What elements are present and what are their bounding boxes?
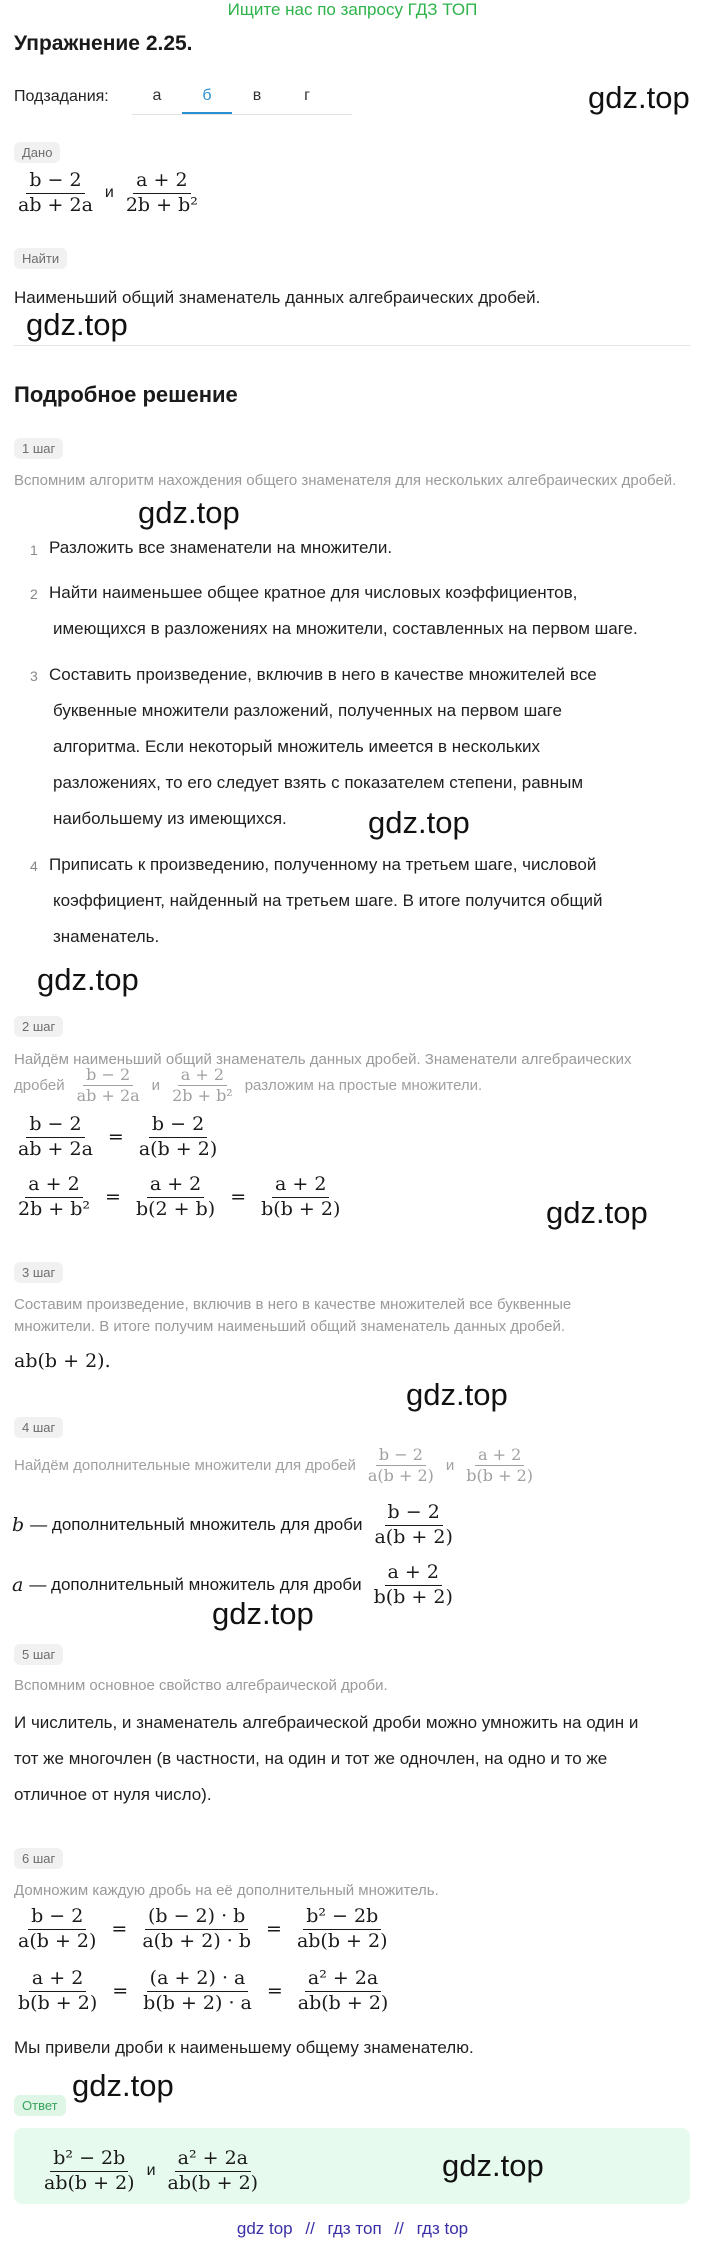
- fraction: $\frac{a + 2}{\text{2b + b²}}$: [125, 169, 198, 216]
- step6-conclusion: Мы привели дроби к наименьшему общему знаменателю.: [14, 2038, 474, 2057]
- fraction: $\frac{b - 2}{a(b + 2)}$: [367, 1445, 434, 1486]
- divider: [14, 345, 690, 346]
- step3-text: Составим произведение, включив в него в качестве множителей все буквенные: [14, 1296, 572, 1313]
- fraction: $\frac{a + 2}{b(b + 2)}$: [18, 1967, 98, 2014]
- list-number: 3: [30, 668, 38, 684]
- watermark: gdz.top: [588, 80, 690, 115]
- tab-v[interactable]: в: [252, 87, 262, 104]
- step2-equation-2: $\frac{a + 2}{\text{2b + b²}}$ = $\frac{a + 2}{b(2 + b)}$ = $\frac{a + 2}{b(b + 2)}$: [12, 1174, 346, 1221]
- step5-text: И числитель, и знаменатель алгебраической дроби можно умножить на один и: [14, 1713, 639, 1732]
- list-item: знаменатель.: [53, 927, 160, 946]
- page-title: Упражнение 2.25.: [14, 32, 193, 55]
- list-item: Разложить все знаменатели на множители.: [49, 538, 393, 557]
- solution-title: Подробное решение: [14, 382, 238, 407]
- list-item: Приписать к произведению, полученному на третьем шаге, числовой: [49, 855, 597, 874]
- step6-equation-2: $\frac{a + 2}{b(b + 2)}$ = $\frac{(a + 2) \cdot a}{b(b + 2) \cdot a}$ = $\frac{\text{a² + 2a}}{ab(b + 2)}$: [12, 1968, 394, 2015]
- fraction: $\frac{(a + 2) \cdot a}{b(b + 2) \cdot a}$: [143, 1967, 252, 2014]
- list-item: коэффициент, найденный на третьем шаге. В итоге получится общий: [53, 891, 603, 910]
- given-expression: $\frac{b - 2}{ab + 2a}$ и $\frac{a + 2}{\text{2b + b²}}$: [12, 170, 204, 217]
- fraction: $\frac{b - 2}{a(b + 2)}$: [138, 1113, 218, 1160]
- tab-a[interactable]: а: [152, 87, 162, 104]
- step3-badge: 3 шаг: [14, 1262, 63, 1283]
- step1-intro: Вспомним алгоритм нахождения общего знаменателя для нескольких алгебраических дробей.: [14, 472, 677, 489]
- watermark: gdz.top: [212, 1596, 314, 1631]
- step2-badge: 2 шаг: [14, 1016, 63, 1037]
- step5-text: отличное от нуля число).: [14, 1785, 212, 1804]
- list-item: Составить произведение, включив в него в качестве множителей все: [49, 665, 597, 684]
- step1-badge: 1 шаг: [14, 438, 63, 459]
- fraction: $\frac{b - 2}{a(b + 2)}$: [374, 1501, 453, 1548]
- fraction: $\frac{(b - 2) \cdot b}{a(b + 2) \cdot b}$: [142, 1905, 252, 1952]
- footer-link[interactable]: gdz top: [236, 2219, 293, 2238]
- step2-intro-line2: дробей $\frac{b - 2}{ab + 2a}$ и $\frac{a + 2}{\text{2b + b²}}$ разложим на простые множители.: [14, 1065, 483, 1106]
- watermark: gdz.top: [26, 307, 128, 342]
- given-badge: Дано: [14, 142, 60, 163]
- step6-intro: Домножим каждую дробь на её дополнительный множитель.: [14, 1882, 439, 1899]
- step4-row-1: b — дополнительный множитель для дроби $\frac{b - 2}{a(b + 2)}$: [12, 1502, 459, 1549]
- watermark: gdz.top: [406, 1377, 508, 1412]
- watermark: gdz.top: [138, 495, 240, 530]
- tab-b[interactable]: б: [182, 80, 232, 114]
- fraction: $\frac{b - 2}{ab + 2a}$: [18, 169, 93, 216]
- step6-equation-1: $\frac{b - 2}{a(b + 2)}$ = $\frac{(b - 2) \cdot b}{a(b + 2) \cdot b}$ = $\frac{\text{b² − 2b}}{ab(b + 2)}$: [12, 1906, 394, 1953]
- fraction: $\frac{a + 2}{\text{2b + b²}}$: [172, 1065, 233, 1106]
- answer-expression: $\frac{\text{b² − 2b}}{ab(b + 2)}$ и $\frac{\text{a² + 2a}}{ab(b + 2)}$: [38, 2148, 264, 2195]
- find-text: Наименьший общий знаменатель данных алгебраических дробей.: [14, 288, 541, 307]
- step4-intro: Найдём дополнительные множители для дробей $\frac{b - 2}{a(b + 2)}$ и $\frac{a + 2}{b(b + 2)}$: [14, 1446, 539, 1486]
- watermark: gdz.top: [37, 962, 139, 997]
- list-number: 2: [30, 586, 38, 602]
- fraction: $\frac{\text{a² + 2a}}{ab(b + 2)}$: [297, 1967, 389, 2014]
- fraction: $\frac{a + 2}{\text{2b + b²}}$: [18, 1173, 91, 1220]
- answer-badge: Ответ: [14, 2095, 66, 2116]
- watermark: gdz.top: [546, 1195, 648, 1230]
- list-item: буквенные множители разложений, полученных на первом шаге: [53, 701, 562, 720]
- fraction: $\frac{\text{b² − 2b}}{ab(b + 2)}$: [296, 1905, 388, 1952]
- list-item: Найти наименьшее общее кратное для числовых коэффициентов,: [49, 583, 578, 602]
- fraction: $\frac{b - 2}{ab + 2a}$: [18, 1113, 93, 1160]
- fraction: $\frac{\text{b² − 2b}}{ab(b + 2)}$: [44, 2147, 135, 2194]
- footer-separator: //: [305, 2219, 315, 2238]
- step3-result: ab(b + 2).: [14, 1350, 111, 1372]
- step2-intro: Найдём наименьший общий знаменатель данных дробей. Знаменатели алгебраических: [14, 1051, 632, 1068]
- list-item: наибольшему из имеющихся.: [53, 809, 287, 828]
- fraction: $\frac{a + 2}{b(b + 2)}$: [373, 1561, 453, 1608]
- tab-g[interactable]: г: [304, 87, 310, 104]
- fraction: $\frac{\text{a² + 2a}}{ab(b + 2)}$: [167, 2147, 259, 2194]
- subtask-tabs: [132, 80, 352, 115]
- step5-intro: Вспомним основное свойство алгебраической дроби.: [14, 1677, 388, 1694]
- watermark: gdz.top: [442, 2148, 544, 2183]
- step5-badge: 5 шаг: [14, 1644, 63, 1665]
- list-number: 4: [30, 858, 38, 874]
- list-item: имеющихся в разложениях на множители, составленных на первом шаге.: [53, 619, 638, 638]
- list-item: алгоритма. Если некоторый множитель имеется в нескольких: [53, 737, 541, 756]
- fraction: $\frac{a + 2}{b(b + 2)}$: [261, 1173, 341, 1220]
- list-number: 1: [30, 542, 38, 558]
- step6-badge: 6 шаг: [14, 1848, 63, 1869]
- watermark: gdz.top: [368, 805, 470, 840]
- step5-text: тот же многочлен (в частности, на один и тот же одночлен, на одно и то же: [14, 1749, 608, 1768]
- find-badge: Найти: [14, 248, 67, 269]
- fraction: $\frac{b - 2}{ab + 2a}$: [76, 1065, 140, 1106]
- footer-link[interactable]: гдз top: [416, 2219, 469, 2238]
- top-banner[interactable]: Ищите нас по запросу ГДЗ ТОП: [227, 0, 478, 19]
- step4-row-2: a — дополнительный множитель для дроби $\frac{a + 2}{b(b + 2)}$: [12, 1562, 459, 1609]
- fraction: $\frac{a + 2}{b(b + 2)}$: [466, 1445, 534, 1486]
- step3-text: множители. В итоге получим наименьший общий знаменатель данных дробей.: [14, 1318, 566, 1335]
- step2-equation-1: $\frac{b - 2}{ab + 2a}$ = $\frac{b - 2}{a(b + 2)}$: [12, 1114, 223, 1161]
- footer-links: [0, 2219, 705, 2239]
- footer-link[interactable]: гдз топ: [327, 2219, 382, 2238]
- list-item: разложениях, то его следует взять с показателем степени, равным: [53, 773, 584, 792]
- watermark: gdz.top: [72, 2068, 174, 2103]
- fraction: $\frac{a + 2}{b(2 + b)}$: [135, 1173, 216, 1220]
- fraction: $\frac{b - 2}{a(b + 2)}$: [18, 1905, 97, 1952]
- footer-separator: //: [394, 2219, 404, 2238]
- step4-badge: 4 шаг: [14, 1417, 63, 1438]
- subtasks-label: Подзадания:: [14, 88, 109, 105]
